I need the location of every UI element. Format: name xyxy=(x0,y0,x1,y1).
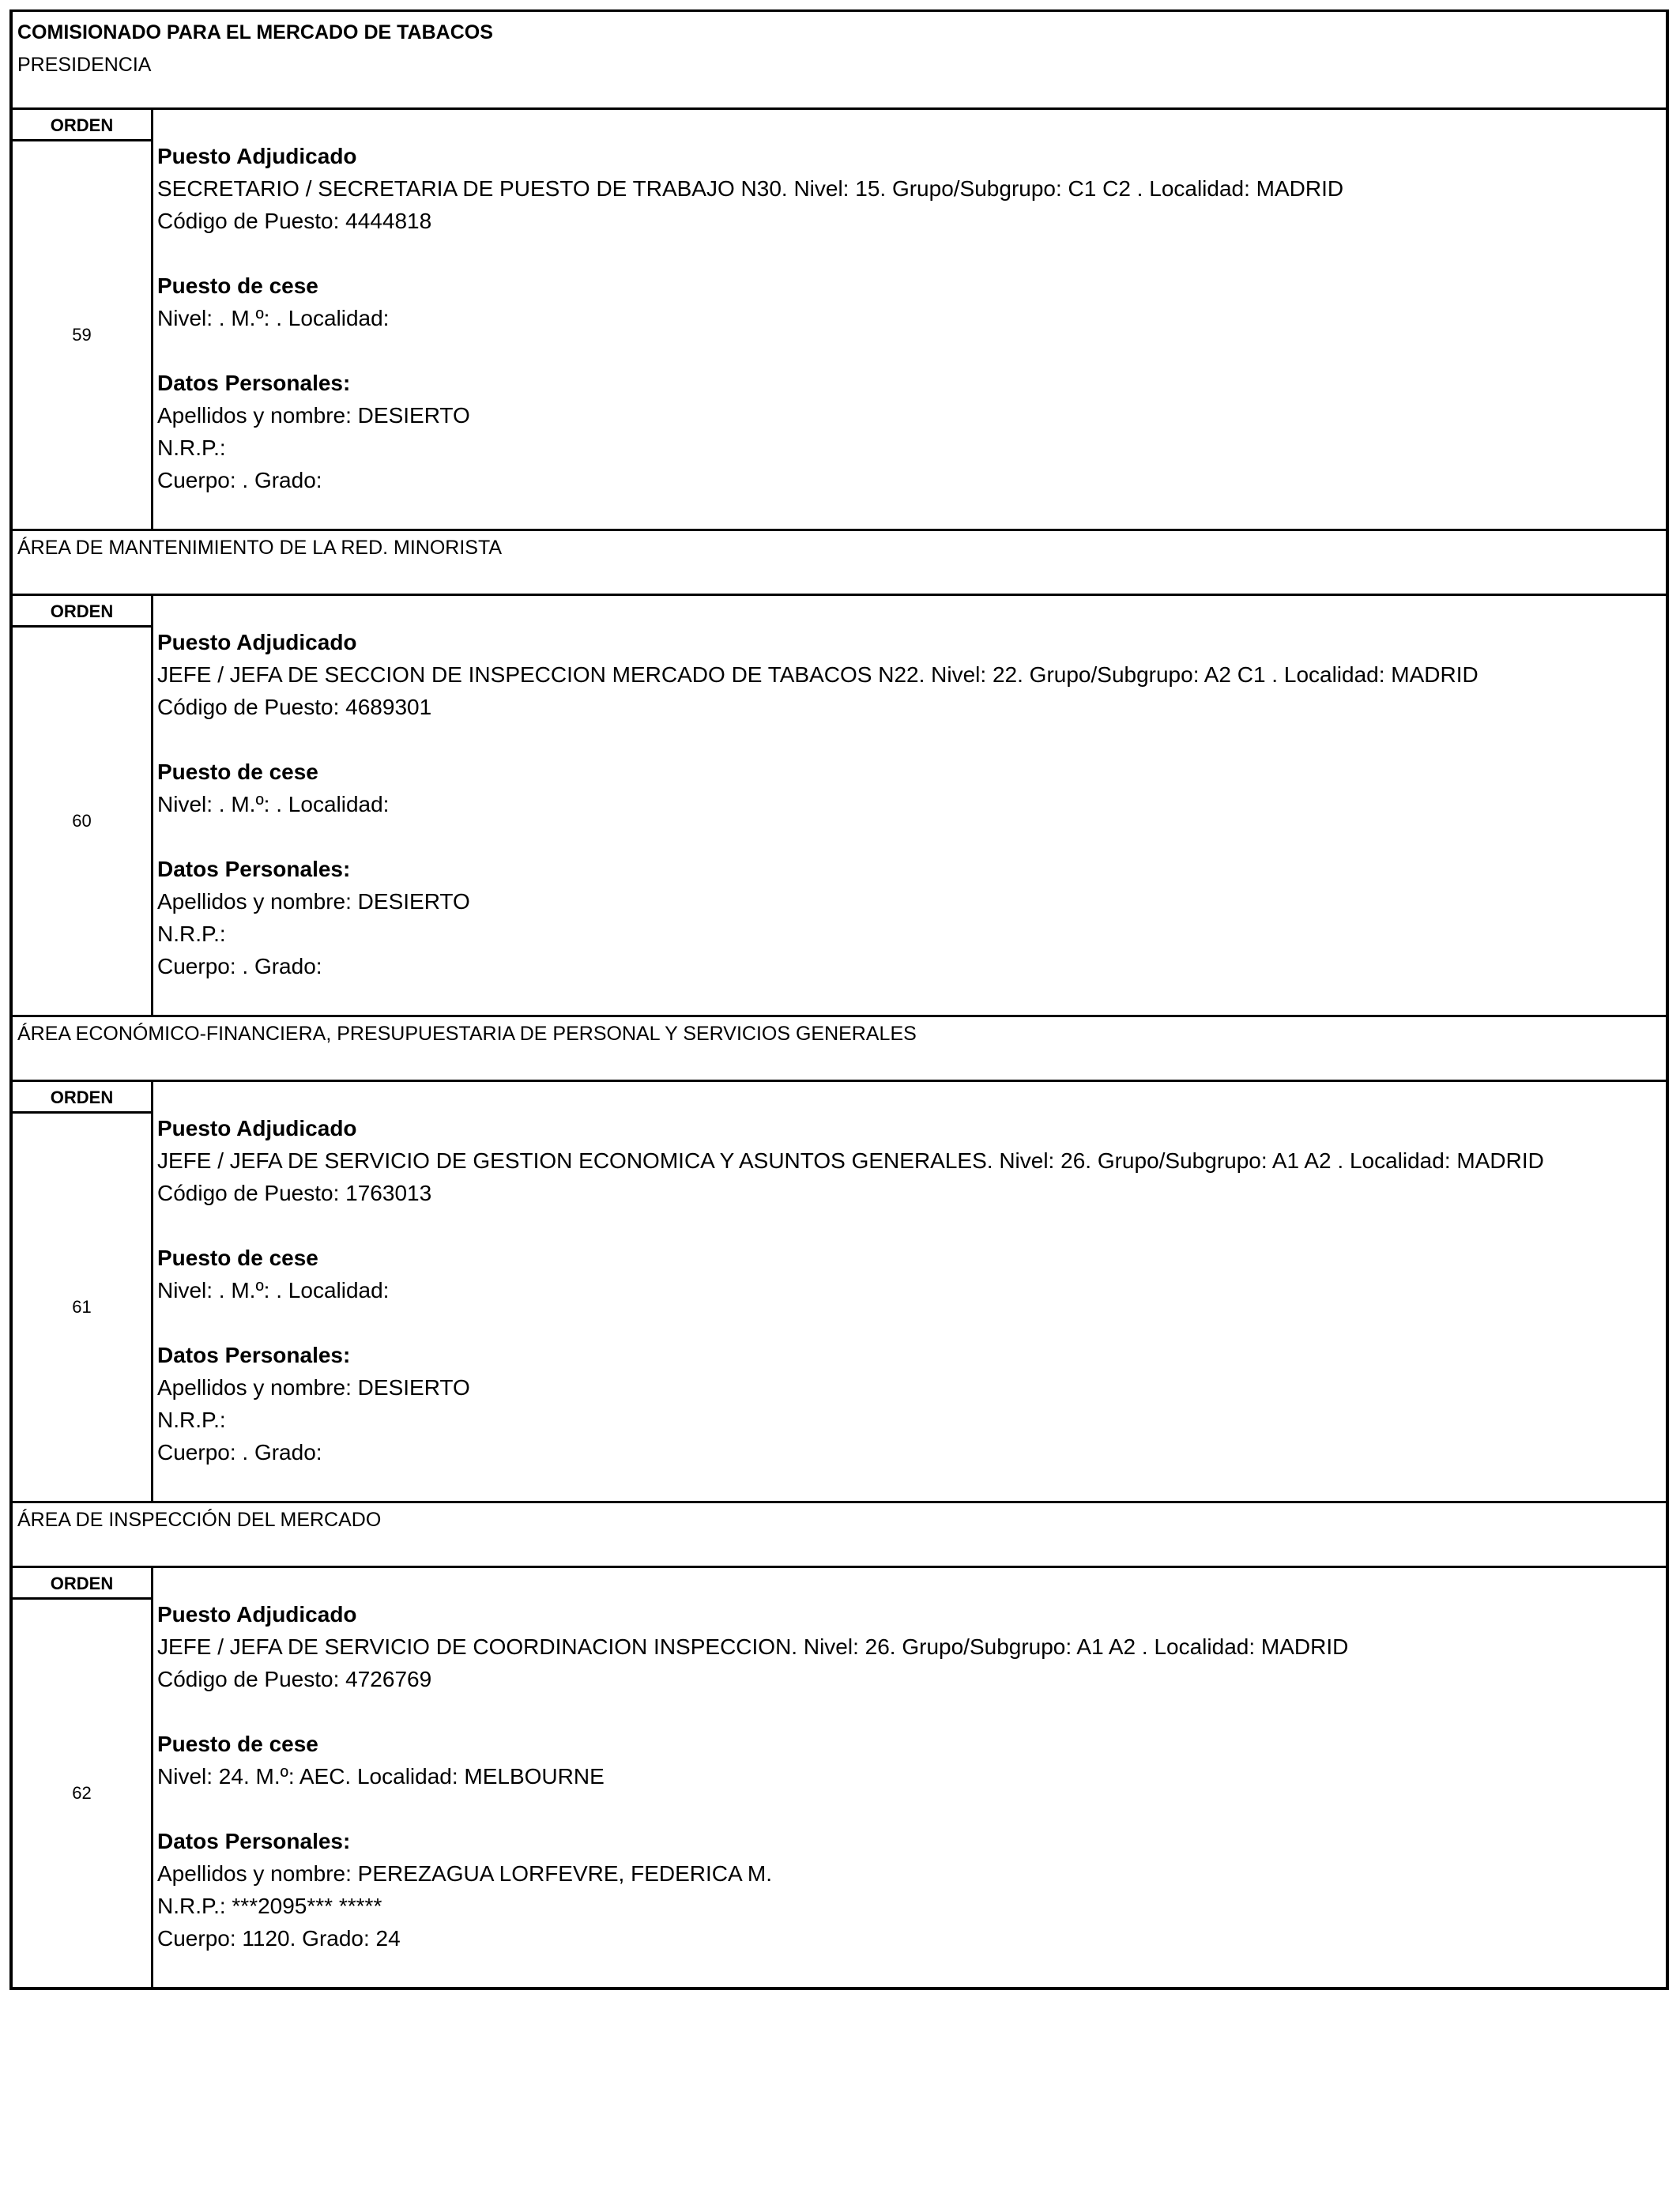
entry-row xyxy=(13,1566,1666,1987)
entry-content xyxy=(153,110,1666,529)
apellidos-nombre: Apellidos y nombre: PEREZAGUA LORFEVRE, FEDERICA M. xyxy=(157,1861,773,1886)
datos-personales-heading: Datos Personales: xyxy=(157,1829,351,1853)
entry-content xyxy=(153,1082,1666,1501)
apellidos-nombre: Apellidos y nombre: DESIERTO xyxy=(157,403,470,428)
puesto-cese-heading: Puesto de cese xyxy=(157,1246,318,1270)
puesto-cese-text: Nivel: . M.º: . Localidad: xyxy=(157,1278,390,1302)
puesto-adjudicado-text: SECRETARIO / SECRETARIA DE PUESTO DE TRABAJO N30. Nivel: 15. Grupo/Subgrupo: C1 C2 . Localidad: MADRID xyxy=(157,176,1344,201)
area-heading: ÁREA DE INSPECCIÓN DEL MERCADO xyxy=(13,1501,1666,1566)
puesto-adjudicado-heading: Puesto Adjudicado xyxy=(157,144,357,168)
nrp: N.R.P.: ***2095*** ***** xyxy=(157,1894,382,1918)
orden-number: 59 xyxy=(72,325,92,345)
organization-name: COMISIONADO PARA EL MERCADO DE TABACOS xyxy=(17,21,493,43)
codigo-puesto: Código de Puesto: 4689301 xyxy=(157,695,432,719)
apellidos-nombre: Apellidos y nombre: DESIERTO xyxy=(157,889,470,914)
orden-label: ORDEN xyxy=(13,110,151,141)
datos-personales-heading: Datos Personales: xyxy=(157,371,351,395)
orden-column xyxy=(13,1568,153,1987)
document-table xyxy=(9,9,1669,1990)
orden-column xyxy=(13,1082,153,1501)
unit-name: PRESIDENCIA xyxy=(17,54,152,76)
cuerpo-grado: Cuerpo: . Grado: xyxy=(157,468,322,492)
entry-row xyxy=(13,594,1666,1015)
puesto-adjudicado-text: JEFE / JEFA DE SECCION DE INSPECCION MERCADO DE TABACOS N22. Nivel: 22. Grupo/Subgrupo: A2 C1 . Localidad: MADRID xyxy=(157,662,1478,687)
codigo-puesto: Código de Puesto: 4444818 xyxy=(157,209,432,233)
cuerpo-grado: Cuerpo: . Grado: xyxy=(157,954,322,978)
puesto-cese-heading: Puesto de cese xyxy=(157,760,318,784)
puesto-adjudicado-heading: Puesto Adjudicado xyxy=(157,630,357,654)
nrp: N.R.P.: xyxy=(157,922,226,946)
puesto-cese-text: Nivel: . M.º: . Localidad: xyxy=(157,306,390,330)
puesto-adjudicado-heading: Puesto Adjudicado xyxy=(157,1602,357,1627)
orden-label: ORDEN xyxy=(13,1082,151,1114)
codigo-puesto: Código de Puesto: 1763013 xyxy=(157,1181,432,1205)
orden-label: ORDEN xyxy=(13,1568,151,1600)
document-header xyxy=(13,9,1666,107)
orden-column xyxy=(13,596,153,1015)
codigo-puesto: Código de Puesto: 4726769 xyxy=(157,1667,432,1691)
entry-content xyxy=(153,1568,1666,1987)
datos-personales-heading: Datos Personales: xyxy=(157,857,351,881)
puesto-cese-text: Nivel: . M.º: . Localidad: xyxy=(157,792,390,816)
nrp: N.R.P.: xyxy=(157,435,226,460)
area-heading: ÁREA DE MANTENIMIENTO DE LA RED. MINORISTA xyxy=(13,529,1666,594)
area-heading: ÁREA ECONÓMICO-FINANCIERA, PRESUPUESTARIA DE PERSONAL Y SERVICIOS GENERALES xyxy=(13,1015,1666,1080)
entry-row xyxy=(13,1080,1666,1501)
datos-personales-heading: Datos Personales: xyxy=(157,1343,351,1367)
puesto-adjudicado-heading: Puesto Adjudicado xyxy=(157,1116,357,1140)
orden-label: ORDEN xyxy=(13,596,151,628)
cuerpo-grado: Cuerpo: 1120. Grado: 24 xyxy=(157,1926,401,1951)
orden-number: 60 xyxy=(72,811,92,831)
puesto-cese-heading: Puesto de cese xyxy=(157,1732,318,1756)
orden-column xyxy=(13,110,153,529)
puesto-cese-heading: Puesto de cese xyxy=(157,273,318,298)
puesto-adjudicado-text: JEFE / JEFA DE SERVICIO DE GESTION ECONOMICA Y ASUNTOS GENERALES. Nivel: 26. Grupo/Subgrupo: A1 A2 . Localidad: MADRID xyxy=(157,1148,1544,1173)
puesto-adjudicado-text: JEFE / JEFA DE SERVICIO DE COORDINACION INSPECCION. Nivel: 26. Grupo/Subgrupo: A1 A2 . Localidad: MADRID xyxy=(157,1634,1349,1659)
entry-content xyxy=(153,596,1666,1015)
nrp: N.R.P.: xyxy=(157,1408,226,1432)
orden-number: 62 xyxy=(72,1783,92,1803)
puesto-cese-text: Nivel: 24. M.º: AEC. Localidad: MELBOURNE xyxy=(157,1764,605,1789)
cuerpo-grado: Cuerpo: . Grado: xyxy=(157,1440,322,1465)
entry-row xyxy=(13,107,1666,529)
apellidos-nombre: Apellidos y nombre: DESIERTO xyxy=(157,1375,470,1400)
orden-number: 61 xyxy=(72,1297,92,1317)
